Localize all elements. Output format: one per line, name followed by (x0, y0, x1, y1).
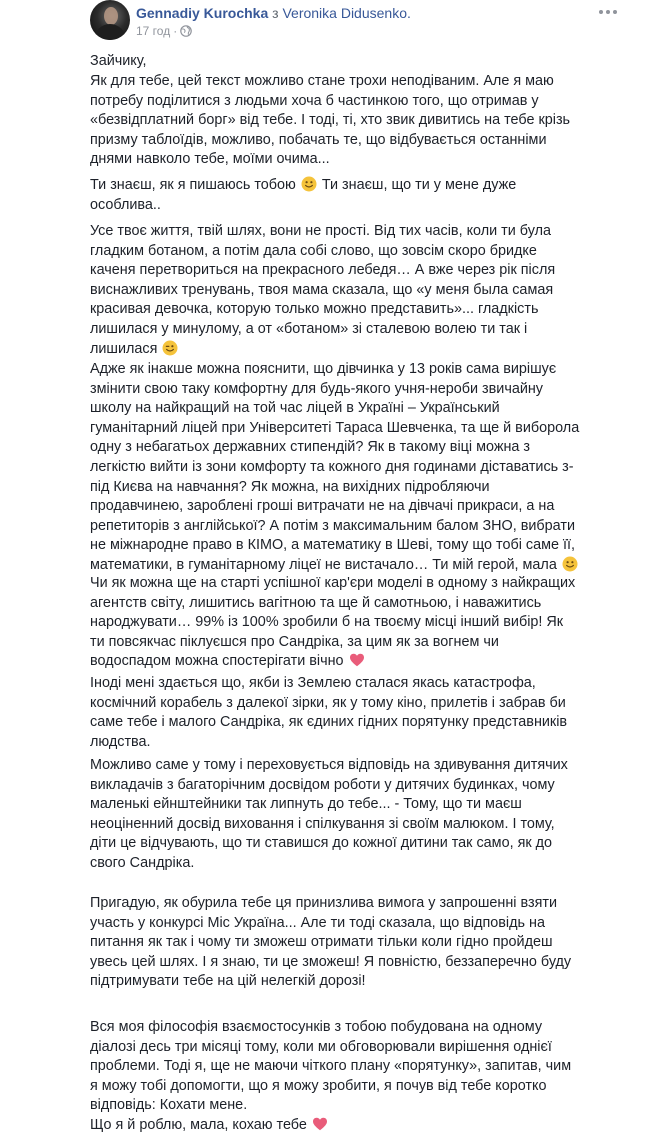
heart-icon (312, 1116, 328, 1132)
paragraph: Чи як можна ще на старті успішної кар'єри моделі в одному з найкращих агентств світу, лишитись вагітною та ще й самотньою, і наважитись народжувати… 99% із 100% зробили б на твоєму місці інший вибір! Як ти повсякчас піклуєшся про Сандріка, за цим як за вогнем чи водоспадом можна спостерігати вічно (90, 575, 576, 670)
post-timestamp[interactable]: 17 год (136, 24, 171, 38)
smiling-face-icon (301, 176, 317, 192)
paragraph: Пригадую, як обурила тебе ця принизлива вимога у запрошенні взяти участь у конкурсі Міс Україна... Але ти тоді сказала, що відповідь на питання як так і чому ти зможеш отримати тільки коли гідно пройдеш увесь цей шлях. І я знаю, ти це зможеш! Я повністю, беззаперечно буду підтримувати тебе на цій нелегкій дорозі! (90, 895, 572, 990)
smiling-face-icon (562, 556, 578, 572)
paragraph: Як для тебе, цей текст можливо стане трохи неподіваним. Але я маю потребу поділитися з людьми хоча б частинкою того, що отримав у «безвідплатний борг» від тебе. І тоді, ті, хто звик дивитись на тебе крізь призму таблоїдів, можливо, побачать те, що відбувається останніми днями навколо тебе, моїми очима... (90, 73, 571, 168)
avatar[interactable] (90, 0, 130, 40)
paragraph: Адже як інакше можна пояснити, що дівчинка у 13 років сама вирішує змінити свою таку комфортну для будь-якого учня-нероби звичайну школу на найкращий на той час ліцей в Україні – Український гуманітарний ліцей при Університеті Тараса Шевченка, та ще й виборола одну з небагатьох державних стипендій? Як в такому віці можна з легкістю вийти із зони комфорту та кожного дня годинами діставатись з- під Києва на навчання? Як можна, на вихідних підробляючи продавчинею, зароблені гроші витрачати не на дівчачі прикраси, а на репетиторів з англійської? А потім з максимальним балом ЗНО, вибрати не міжнародне право в КІМО, а математику в Шеві, тому що тобі саме її, математики, в гуманітарному ліцеї не вистачало… Ти мій герой, мала (90, 361, 580, 573)
more-icon (599, 10, 617, 14)
post-meta (136, 23, 192, 41)
tagged-user[interactable]: Veronika Didusenko. (282, 5, 411, 21)
separator-dot: · (173, 24, 178, 38)
paragraph-greeting: Зайчику, (90, 53, 147, 69)
paragraph: Усе твоє життя, твій шлях, вони не прості. Від тих часів, коли ти була гладким ботаном, а потім дала собі слово, що зовсім скоро бридке каченя перетвориться на прекрасного лебедя… А вже через рік після виснажливих тренувань, твоя мама сказала, що «у меня была самая красивая девочка, которую только можно представить»... гладкість лишилася у минулому, а от «ботаном» зі сталевою волею ти так і лишилася (90, 223, 556, 357)
paragraph: Вся моя філософія взаємостосунків з тобою побудована на одному діалозі десь три місяці тому, коли ми обговорювали вирішення однієї проблеми. Тоді я, ще не маючи чіткого плану «порятунку», запитав, чим я можу тобі допомогти, що я можу зробити, я почув від тебе коротко відповідь: Кохати мене. (90, 1019, 572, 1114)
globe-icon[interactable] (180, 25, 192, 41)
paragraph-closing: Що я й роблю, мала, кохаю тебе (90, 1116, 329, 1136)
paragraph: Ти знаєш, як я пишаюсь тобою Ти знаєш, що ти у мене дуже особлива.. (90, 177, 517, 213)
winking-face-icon (162, 340, 178, 356)
avatar-shoulders (94, 24, 126, 40)
heart-icon (349, 652, 365, 668)
author-line (136, 4, 411, 22)
paragraph: Іноді мені здається що, якби із Землею сталася якась катастрофа, космічний корабель з далекої зірки, як у тому кіно, прилетів і забрав би саме тебе і малого Сандріка, як єдиних гідних порятунку представників людства. (90, 675, 568, 750)
avatar-face (104, 7, 118, 25)
post-header (90, 0, 620, 44)
with-text: з (268, 5, 283, 21)
author-name[interactable]: Gennadiy Kurochka (136, 5, 269, 21)
paragraph: Можливо саме у тому і переховується відповідь на здивування дитячих викладачів з багаторічним досвідом роботи у дитячих будинках, чому маленькі ейнштейники так липнуть до тебе... - Тому, що ти маєш неоціненний досвід виховання і спілкування зі своїм малюком. І тому, діти це відчувають, що ти ставишся до кожної дитини так само, як до свого Сандріка. (90, 757, 568, 871)
more-options-button[interactable] (596, 2, 620, 22)
